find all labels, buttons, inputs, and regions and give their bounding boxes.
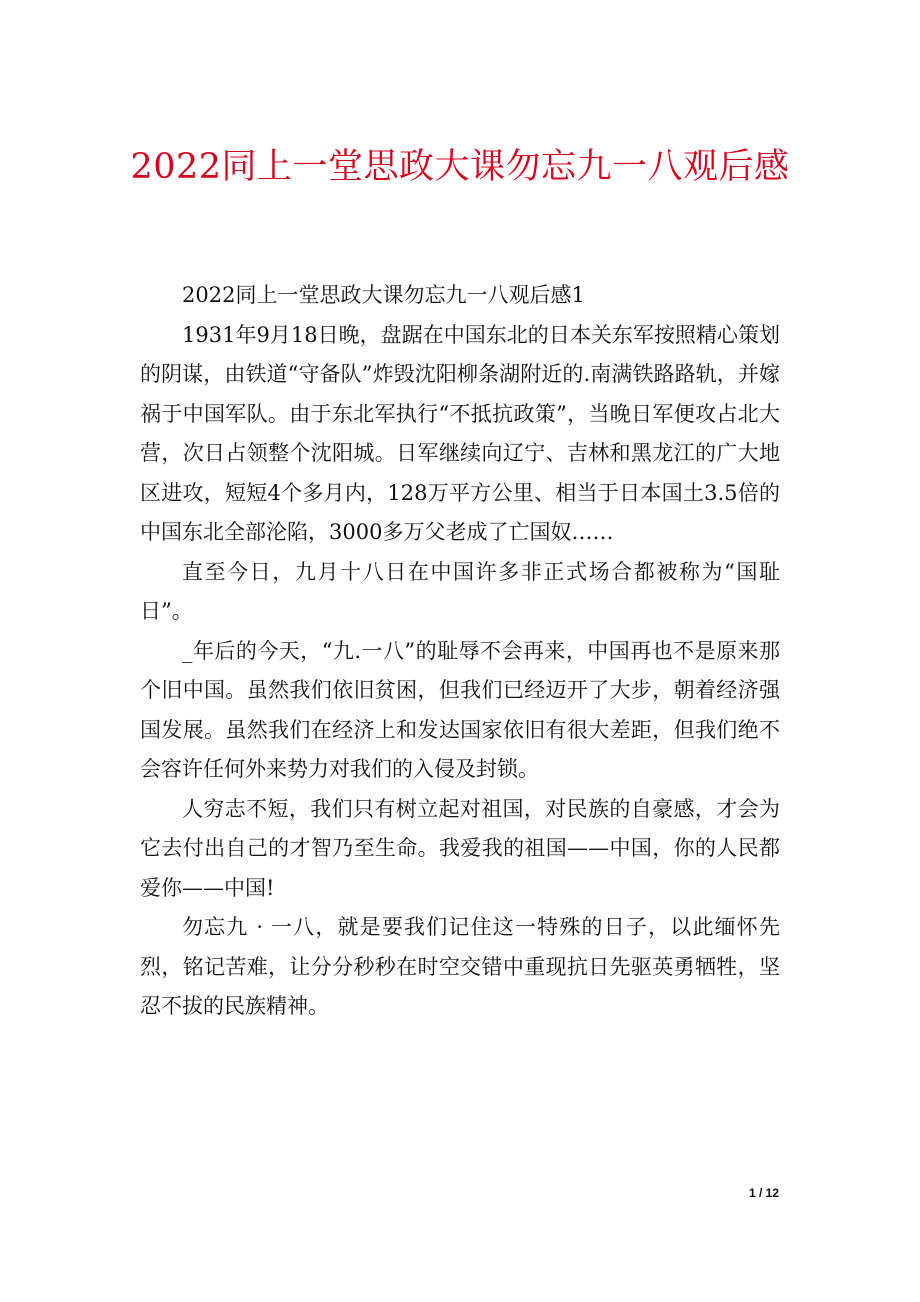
document-title: 2022同上一堂思政大课勿忘九一八观后感 xyxy=(130,147,790,187)
paragraph-today: _年后的今天，“九.一八”的耻辱不会再来，中国再也不是原来那个旧中国。虽然我们依旧贫困，但我们已经迈开了大步，朝着经济强国发展。虽然我们在经济上和发达国家依旧有很大差距，但我们绝不会容许任何外来势力对我们的入侵及封锁。 xyxy=(140,638,780,781)
paragraph-national-humiliation-day: 直至今日，九月十八日在中国许多非正式场合都被称为“国耻日”。 xyxy=(140,559,780,623)
document-body xyxy=(140,276,780,1027)
page-number: 1 / 12 xyxy=(748,1186,779,1200)
paragraph-patriotism: 人穷志不短，我们只有树立起对祖国，对民族的自豪感，才会为它去付出自己的才智乃至生命。我爱我的祖国——中国，你的人民都爱你——中国! xyxy=(140,796,780,900)
paragraph-remember: 勿忘九 · 一八，就是要我们记住这一特殊的日子，以此缅怀先烈，铭记苦难，让分分秒秒在时空交错中重现抗日先驱英勇牺牲，坚忍不拔的民族精神。 xyxy=(140,915,780,1018)
paragraph-subtitle: 2022同上一堂思政大课勿忘九一八观后感1 xyxy=(182,283,585,307)
paragraph-history: 1931年9月18日晚，盘踞在中国东北的日本关东军按照精心策划的阴谋，由铁道“守备队”炸毁沈阳柳条湖附近的.南满铁路路轨，并嫁祸于中国军队。由于东北军执行“不抵抗政策”，当晚日军便攻占北大营，次日占领整个沈阳城。日军继续向辽宁、吉林和黑龙江的广大地区进攻，短短4个多月内，128万平方公里、相当于日本国土3.5倍的中国东北全部沦陷，3000多万父老成了亡国奴…… xyxy=(140,322,780,544)
